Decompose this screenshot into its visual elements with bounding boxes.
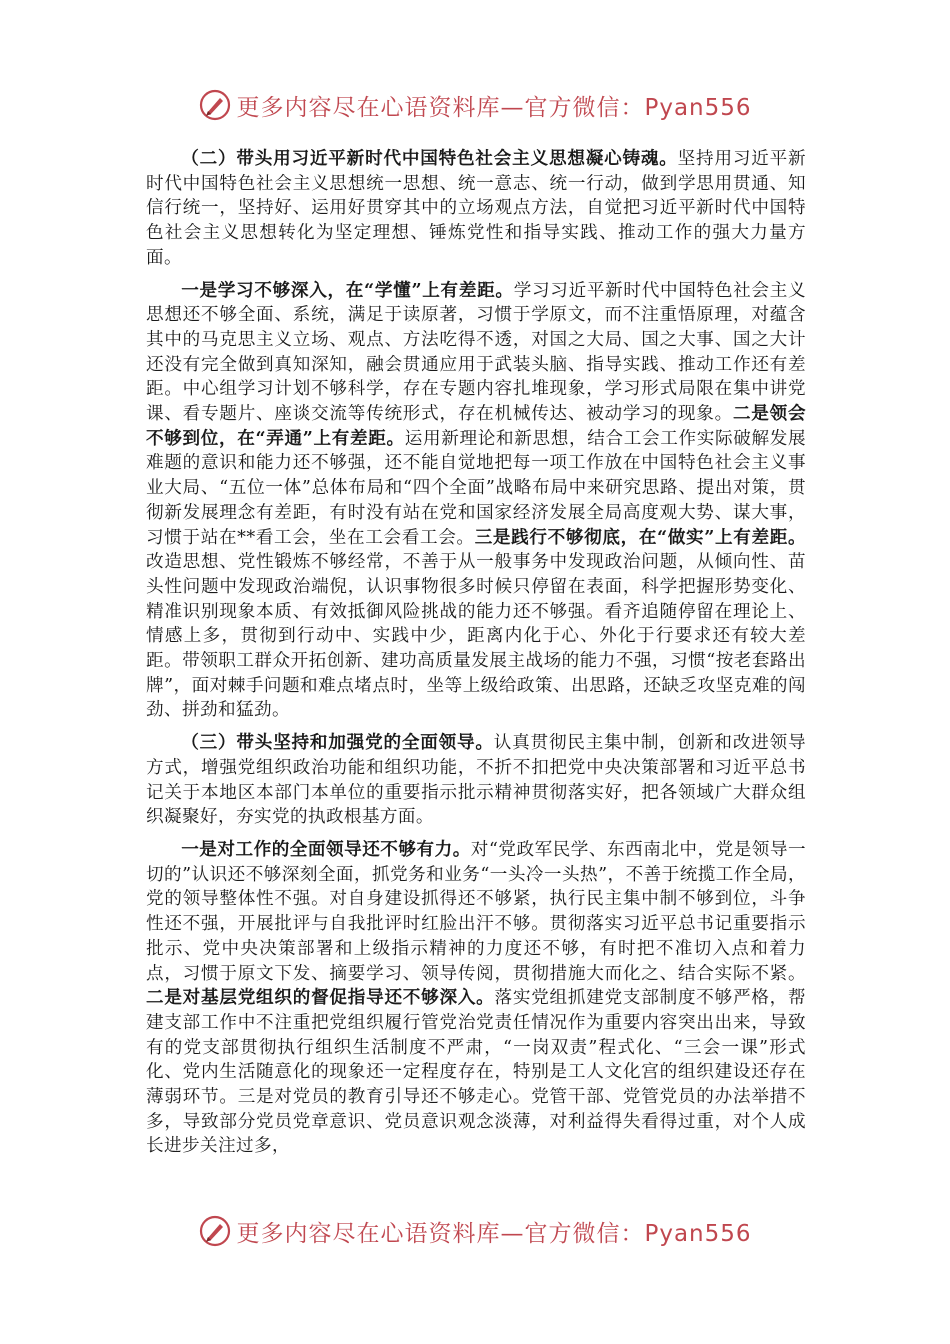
paragraph-text: 对“党政军民学、东西南北中，党是领导一切的”认识还不够深刻全面，抓党务和业务“一头冷一头热”，不善于统揽工作全局，党的领导整体性不强。对自身建设抓得还不够紧，执行民主集中制不够到位，斗争性还不强，开展批评与自我批评时红脸出汗不够。贯彻落实习近平总书记重要指示批示、党中央决策部署和上级指示精神的力度还不够，有时把不准切入点和着力点，习惯于原文下发、摘要学习、领导传阅，贯彻措施大而化之、结合实际不紧。 (146, 839, 806, 984)
point-heading: 三是践行不够彻底，在“做实”上有差距。 (474, 526, 807, 548)
point-heading: 一是学习不够深入，在“学懂”上有差距。 (181, 279, 514, 301)
pen-logo-icon (198, 1214, 232, 1248)
point-heading: 一是对工作的全面领导还不够有力。 (181, 838, 471, 860)
section-heading: （二）带头用习近平新时代中国特色社会主义思想凝心铸魂。 (181, 148, 678, 169)
paragraph-text: 改造思想、党性锻炼不够经常，不善于从一般事务中发现政治问题，从倾向性、苗头性问题中发现政治端倪，认识事物很多时候只停留在表面，科学把握形势变化、精准识别现象本质、有效抵御风险挑战的能力还不够强。看齐追随停留在理论上、情感上多，贯彻到行动中、实践中少，距离内化于心、外化于行要求还有较大差距。带领职工群众开拓创新、建功高质量发展主战场的能力不强，习惯“按老套路出牌”，面对棘手问题和难点堵点时，坐等上级给政策、出思路，还缺乏攻坚克难的闯劲、拼劲和猛劲。 (146, 552, 806, 721)
point-heading: 二是对基层党组织的督促指导还不够深入。 (146, 987, 495, 1009)
document-body (146, 147, 806, 1167)
paragraph-text: 落实党组抓建党支部制度不够严格，帮建支部工作中不注重把党组织履行管党治党责任情况作为重要内容突出出来，导致有的党支部贯彻执行组织生活制度不严肃，“一岗双责”程式化、“三会一课”形式化、党内生活随意化的现象还一定程度存在，特别是工人文化宫的组织建设还存在薄弱环节。三是对党员的教育引导还不够走心。党管干部、党管党员的办法举措不多，导致部分党员党章意识、党员意识观念淡薄，对利益得失看得过重，对个人成长进步关注过多， (146, 988, 806, 1157)
footer-banner (0, 1211, 950, 1251)
header-banner (0, 85, 950, 125)
paragraph-text: 学习习近平新时代中国特色社会主义思想还不够全面、系统，满足于读原著，习惯于学原文，而不注重悟原理，对蕴含其中的马克思主义立场、观点、方法吃得不透，对国之大局、国之大事、国之大计还没有完全做到真知深知，融会贯通应用于武装头脑、指导实践、推动工作还有差距。中心组学习计划不够科学，存在专题内容扎堆现象，学习形式局限在集中讲党课、看专题片、座谈交流等传统形式，存在机械传达、被动学习的现象。 (146, 280, 807, 425)
paragraph (146, 147, 806, 271)
paragraph (146, 279, 806, 724)
paragraph (146, 838, 806, 1159)
point-heading: 二是领会不够到位，在“弄通”上有差距。 (146, 403, 806, 449)
paragraph-text: 认真贯彻民主集中制，创新和改进领导方式，增强党组织政治功能和组织功能，不折不扣把党中央决策部署和习近平总书记关于本地区本部门本单位的重要指示批示精神贯彻落实好，把各领域广大群众组织凝聚好，夯实党的执政根基方面。 (146, 733, 806, 828)
paragraph-text: 坚持用习近平新时代中国特色社会主义思想统一思想、统一意志、统一行动，做到学思用贯通、知信行统一，坚持好、运用好贯穿其中的立场观点方法，自觉把习近平新时代中国特色社会主义思想转化为坚定理想、锤炼党性和指导实践、推动工作的强大力量方面。 (146, 149, 806, 268)
paragraph (146, 731, 806, 830)
pen-logo-icon (198, 88, 232, 122)
banner-text: 更多内容尽在心语资料库—官方微信：Pyan556 (236, 94, 752, 121)
section-heading: （三）带头坚持和加强党的全面领导。 (181, 732, 494, 754)
paragraph-text: 运用新理论和新思想，结合工会工作实际破解发展难题的意识和能力还不够强，还不能自觉地把每一项工作放在中国特色社会主义事业大局、“五位一体”总体布局和“四个全面”战略布局中来研究思路、提出对策，贯彻新发展理念有差距，有时没有站在党和国家经济发展全局高度观大势、谋大事，习惯于站在**看工会，坐在工会看工会。 (146, 428, 806, 548)
banner-text: 更多内容尽在心语资料库—官方微信：Pyan556 (236, 1220, 752, 1247)
